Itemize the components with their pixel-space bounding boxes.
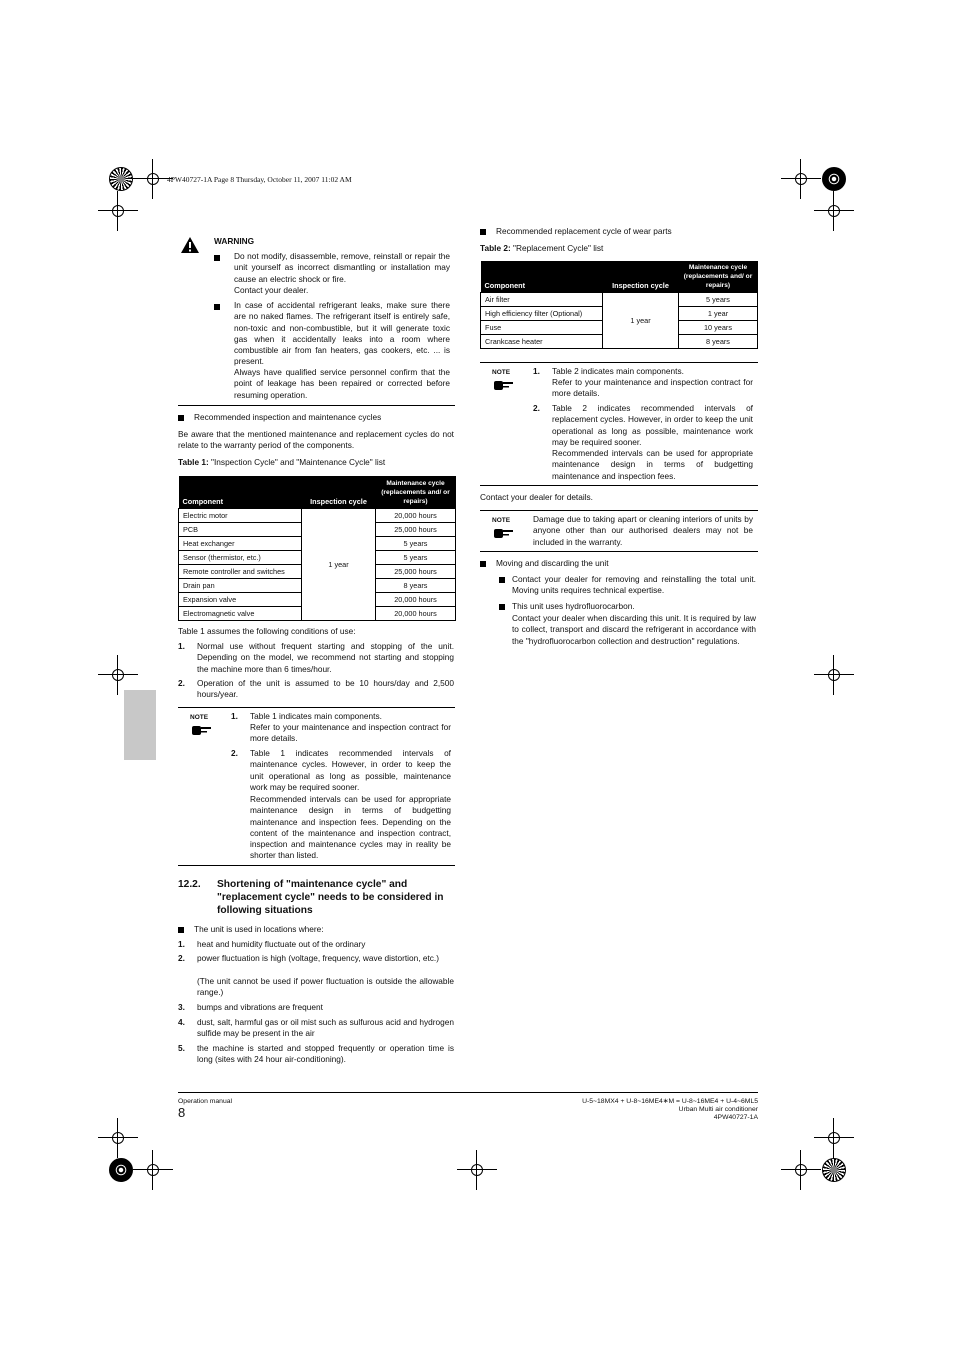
page-number: 8 xyxy=(178,1105,186,1120)
table1-caption: Table 1: "Inspection Cycle" and "Maintenance Cycle" list xyxy=(178,457,386,467)
warning-icon xyxy=(180,236,200,254)
note-hand-icon xyxy=(492,526,514,540)
registration-star-top-right xyxy=(822,167,846,191)
crosshair-mark xyxy=(110,1130,126,1146)
divider xyxy=(480,510,758,511)
sub-bullet-text: This unit uses hydrofluorocarbon. xyxy=(512,601,635,611)
list-number: 4. xyxy=(178,1017,185,1027)
list-item: power fluctuation is high (voltage, frequency, wave distortion, etc.) xyxy=(197,953,439,963)
table-row: Electromagnetic valve 20,000 hours xyxy=(179,607,456,621)
paragraph: Be aware that the mentioned maintenance and replacement cycles do not relate to the warranty period of the components. xyxy=(178,429,454,451)
footer-manual: Operation manual xyxy=(178,1098,233,1105)
crosshair-mark xyxy=(145,1162,161,1178)
table-header: Component xyxy=(481,261,603,293)
table-row: PCB 25,000 hours xyxy=(179,523,456,537)
note-text: Table 1 indicates recommended intervals of maintenance cycles. However, in order to keep the unit operational as long as possible, maintenance work may be required sooner. xyxy=(250,748,451,792)
registration-star-bottom-left xyxy=(109,1158,133,1182)
warning-bullet-square xyxy=(214,255,220,261)
note-text: Refer to your maintenance and inspection contract for more details. xyxy=(250,722,451,744)
warning-item: Contact your dealer. xyxy=(234,285,309,295)
paragraph: Table 1 assumes the following conditions of use: xyxy=(178,626,356,636)
table-header: Maintenance cycle (replacements and/ or repairs) xyxy=(679,261,758,293)
crosshair-mark xyxy=(793,1162,809,1178)
list-number: 2. xyxy=(231,748,238,758)
table-header: Inspection cycle xyxy=(603,261,679,293)
list-item: bumps and vibrations are frequent xyxy=(197,1002,323,1012)
list-item: Normal use without frequent starting and stopping of the unit. Depending on the model, we recommend not starting and stopping the machine more than 6 times/hour. xyxy=(197,641,454,674)
note-text: Table 2 indicates recommended intervals of replacement cycles. However, in order to keep the unit operational as long as possible, maintenance work may be required sooner. xyxy=(552,403,753,447)
warning-item: In case of accidental refrigerant leaks, make sure there are no naked flames. The refrigerant itself is entirely safe, non-toxic and non-combustible, but it will generate toxic gas when it accidentally leaks into a room where combustible air from fan heaters, gas cookers, etc. ... is present. xyxy=(234,300,450,367)
bullet-heading: The unit is used in locations where: xyxy=(178,924,324,935)
bullet-heading: Recommended replacement cycle of wear parts xyxy=(480,226,672,237)
warning-title: WARNING xyxy=(214,236,255,246)
table1 xyxy=(178,476,456,621)
footer-models: U-5~18MX4 + U-8~16ME4∗M = U-8~16ME4 + U-4~6ML5 xyxy=(582,1098,758,1105)
divider xyxy=(178,707,455,708)
list-item: (The unit cannot be used if power fluctuation is outside the allowable range.) xyxy=(197,976,454,998)
sub-bullet-square xyxy=(499,577,505,583)
table-header: Maintenance cycle (replacements and/ or repairs) xyxy=(376,476,456,509)
list-number: 1. xyxy=(231,711,238,721)
crosshair-mark xyxy=(110,203,126,219)
list-item: Operation of the unit is assumed to be 10 hours/day and 2,500 hours/year. xyxy=(197,678,454,700)
table-row: Drain pan 8 years xyxy=(179,579,456,593)
paragraph: Contact your dealer for details. xyxy=(480,492,593,502)
list-item: heat and humidity fluctuate out of the ordinary xyxy=(197,939,366,949)
note-text: Damage due to taking apart or cleaning interiors of units by anyone other than our authorised dealers may not be included in the warranty. xyxy=(533,514,753,547)
divider xyxy=(480,485,758,486)
table-row: Sensor (thermistor, etc.) 5 years xyxy=(179,551,456,565)
crosshair-mark xyxy=(469,1162,485,1178)
note-text: Table 2 indicates main components. xyxy=(552,366,684,376)
note-label: NOTE xyxy=(492,517,511,524)
sub-bullet-text: Contact your dealer for removing and reinstalling the total unit. Moving units requires technical expertise. xyxy=(512,574,756,596)
print-stamp: 4PW40727-1A Page 8 Thursday, October 11, 2007 11:02 AM xyxy=(167,175,352,184)
list-item: the machine is started and stopped frequently or operation time is long (sites with 24 hour air-conditioning). xyxy=(197,1043,454,1065)
list-number: 3. xyxy=(178,1002,185,1012)
crosshair-mark xyxy=(826,1130,842,1146)
sub-bullet-square xyxy=(499,604,505,610)
section-number: 12.2. xyxy=(178,879,201,890)
table2 xyxy=(480,261,758,349)
list-number: 5. xyxy=(178,1043,185,1053)
table-row: Electric motor 1 year 20,000 hours xyxy=(179,509,456,523)
section-title: Shortening of "maintenance cycle" and "replacement cycle" needs to be considered in following situations xyxy=(217,879,444,916)
note-text: Recommended intervals can be used for appropriate maintenance design in terms of budgetting maintenance and inspection fees. Depending on the content of the maintenance and inspection contract, inspection and maintenance cycles may in reality be shorter than listed. xyxy=(250,794,451,861)
crosshair-mark xyxy=(145,171,161,187)
divider xyxy=(480,362,758,363)
note-label: NOTE xyxy=(190,714,209,721)
note-text: Recommended intervals can be used for appropriate maintenance design in terms of budgetting maintenance and inspection fees. xyxy=(552,448,753,481)
table-header: Inspection cycle xyxy=(302,476,376,509)
table-row: Crankcase heater 8 years xyxy=(481,335,758,349)
list-number: 2. xyxy=(178,678,185,688)
section-thumb-tab xyxy=(124,690,156,760)
inspection-cycle-cell: 1 year xyxy=(603,293,679,349)
warning-item: Do not modify, disassemble, remove, reinstall or repair the unit yourself as incorrect dismantling or installation may cause an electric shock or fire. xyxy=(234,251,450,284)
table-row: Remote controller and switches 25,000 hours xyxy=(179,565,456,579)
warning-bullet-square xyxy=(214,304,220,310)
note-text: Table 1 indicates main components. xyxy=(250,711,382,721)
table-row: Expansion valve 20,000 hours xyxy=(179,593,456,607)
list-number: 2. xyxy=(533,403,540,413)
note-label: NOTE xyxy=(492,369,511,376)
bullet-heading: Moving and discarding the unit xyxy=(480,558,609,569)
divider xyxy=(178,865,455,866)
table-row: High efficiency filter (Optional) 1 year xyxy=(481,307,758,321)
note-text: Refer to your maintenance and inspection contract for more details. xyxy=(552,377,753,399)
table-row: Air filter 1 year 5 years xyxy=(481,293,758,307)
list-number: 1. xyxy=(178,939,185,949)
crosshair-mark xyxy=(826,667,842,683)
list-number: 1. xyxy=(178,641,185,651)
table2-caption: Table 2: "Replacement Cycle" list xyxy=(480,243,604,253)
registration-star-bottom-right xyxy=(822,1158,846,1182)
footer-product: Urban Multi air conditioner xyxy=(678,1106,758,1113)
list-number: 1. xyxy=(533,366,540,376)
table-row: Fuse 10 years xyxy=(481,321,758,335)
divider xyxy=(178,405,455,406)
crosshair-mark xyxy=(793,171,809,187)
sub-bullet-text: Contact your dealer when discarding this unit. It is required by law to collect, transport and discard the refrigerant in accordance with the "hydrofluorocarbon collection and destruction" regulations. xyxy=(512,613,756,646)
list-item: dust, salt, harmful gas or oil mist such as sulfurous acid and hydrogen sulfide may be present in the air xyxy=(197,1017,454,1039)
footer-rule xyxy=(178,1092,758,1093)
registration-star-top-left xyxy=(109,167,133,191)
crosshair-mark xyxy=(826,203,842,219)
table-header: Component xyxy=(179,476,302,509)
footer-code: 4PW40727-1A xyxy=(713,1114,758,1121)
divider xyxy=(480,551,758,552)
warning-item: Always have qualified service personnel confirm that the point of leakage has been repaired or corrected before resuming operation. xyxy=(234,367,450,400)
crosshair-mark xyxy=(110,667,126,683)
table-row: Heat exchanger 5 years xyxy=(179,537,456,551)
list-number: 2. xyxy=(178,953,185,963)
note-hand-icon xyxy=(492,378,514,392)
inspection-cycle-cell: 1 year xyxy=(302,509,376,621)
bullet-heading: Recommended inspection and maintenance cycles xyxy=(178,412,381,423)
note-hand-icon xyxy=(190,723,212,737)
